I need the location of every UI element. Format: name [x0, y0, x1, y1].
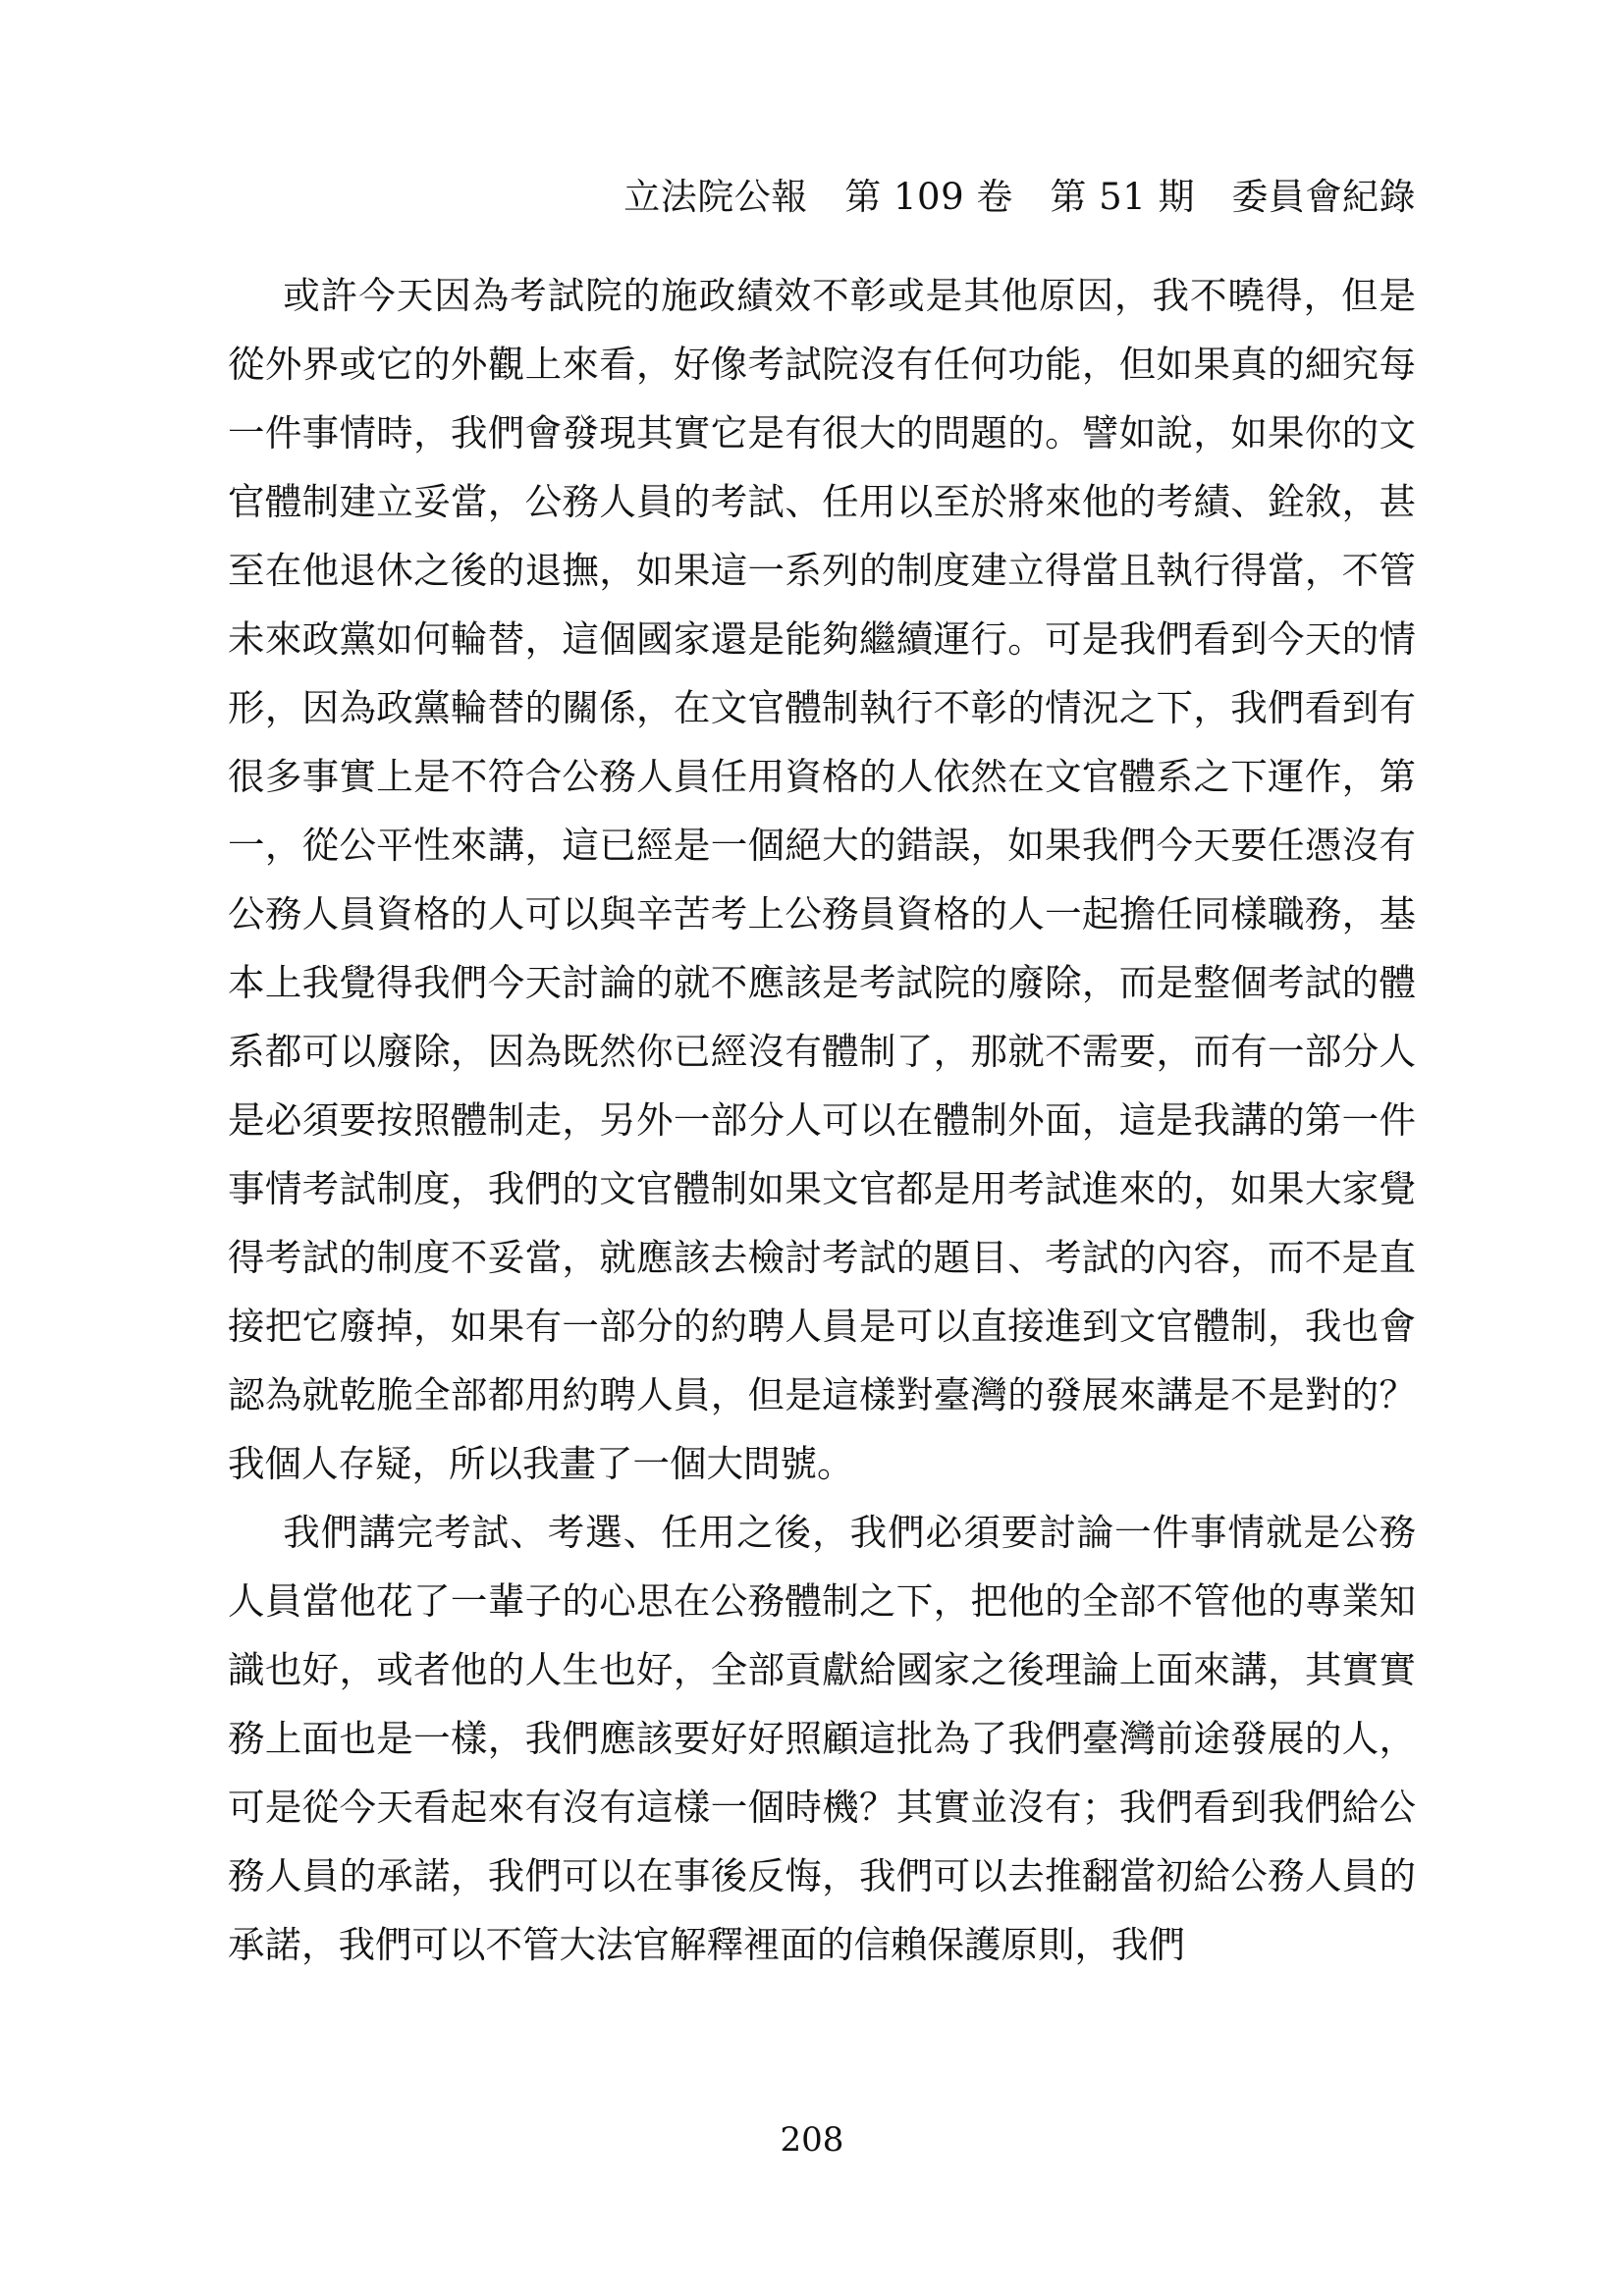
body-text: [228, 261, 1416, 1979]
page-number: 208: [780, 2120, 844, 2160]
running-header: 立法院公報 第 109 卷 第 51 期 委員會紀錄: [623, 176, 1416, 218]
paragraph: 或許今天因為考試院的施政績效不彰或是其他原因，我不曉得，但是從外界或它的外觀上來看，好像考試院沒有任何功能，但如果真的細究每一件事情時，我們會發現其實它是有很大的問題的。譬如說，如果你的文官體制建立妥當，公務人員的考試、任用以至於將來他的考績、銓敘，甚至在他退休之後的退撫，如果這一系列的制度建立得當且執行得當，不管未來政黨如何輪替，這個國家還是能夠繼續運行。可是我們看到今天的情形，因為政黨輪替的關係，在文官體制執行不彰的情況之下，我們看到有很多事實上是不符合公務人員任用資格的人依然在文官體系之下運作，第一，從公平性來講，這已經是一個絕大的錯誤，如果我們今天要任憑沒有公務人員資格的人可以與辛苦考上公務員資格的人一起擔任同樣職務，基本上我覺得我們今天討論的就不應該是考試院的廢除，而是整個考試的體系都可以廢除，因為既然你已經沒有體制了，那就不需要，而有一部分人是必須要按照體制走，另外一部分人可以在體制外面，這是我講的第一件事情考試制度，我們的文官體制如果文官都是用考試進來的，如果大家覺得考試的制度不妥當，就應該去檢討考試的題目、考試的內容，而不是直接把它廢掉，如果有一部分的約聘人員是可以直接進到文官體制，我也會認為就乾脆全部都用約聘人員，但是這樣對臺灣的發展來講是不是對的？我個人存疑，所以我畫了一個大問號。: [228, 274, 1416, 1485]
paragraph: 我們講完考試、考選、任用之後，我們必須要討論一件事情就是公務人員當他花了一輩子的心思在公務體制之下，把他的全部不管他的專業知識也好，或者他的人生也好，全部貢獻給國家之後理論上面來講，其實實務上面也是一樣，我們應該要好好照顧這批為了我們臺灣前途發展的人，可是從今天看起來有沒有這樣一個時機？其實並沒有；我們看到我們給公務人員的承諾，我們可以在事後反悔，我們可以去推翻當初給公務人員的承諾，我們可以不管大法官解釋裡面的信賴保護原則，我們: [228, 1511, 1416, 1966]
